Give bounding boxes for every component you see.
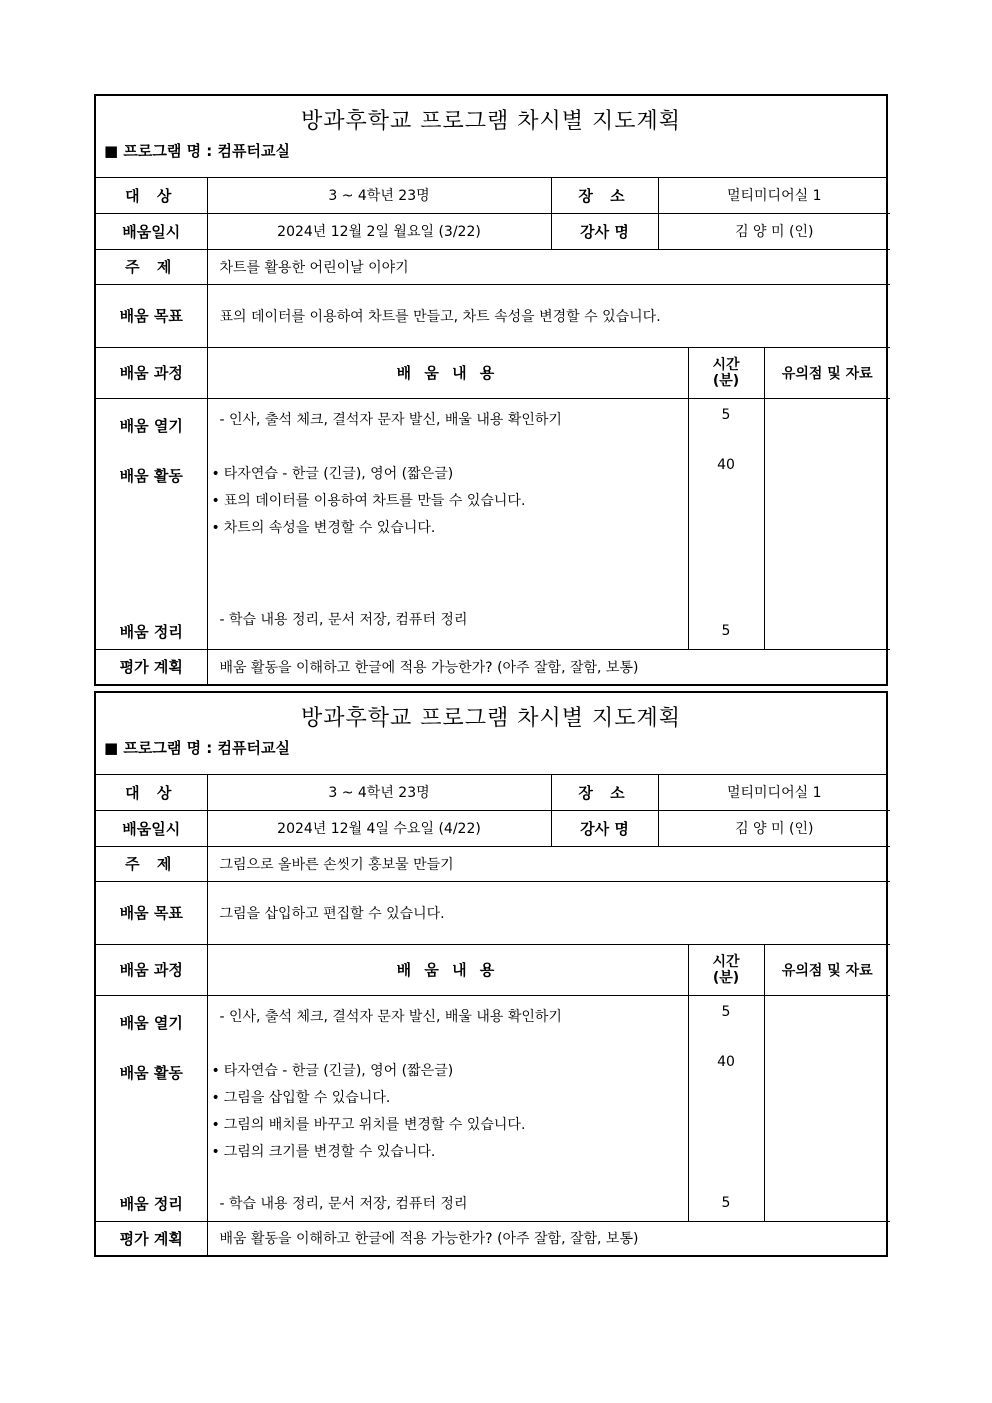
notes-column: [764, 995, 890, 1221]
date-label: 배움일시: [96, 810, 207, 846]
teacher-label: 강사 명: [551, 810, 658, 846]
activity-item: • 그림의 배치를 바꾸고 위치를 변경할 수 있습니다.: [212, 1114, 526, 1134]
notes-header: 유의점 및 자료: [764, 347, 890, 398]
teacher-label: 강사 명: [551, 213, 658, 249]
plan-title: 방과후학교 프로그램 차시별 지도계획: [300, 706, 681, 731]
lesson-plan-2: [94, 691, 888, 1257]
date-label: 배움일시: [96, 213, 207, 249]
activity-item: • 표의 데이터를 이용하여 차트를 만들 수 있습니다.: [212, 490, 526, 510]
open-text: - 인사, 출석 체크, 결석자 문자 발신, 배울 내용 확인하기: [219, 1008, 562, 1025]
time-column: [688, 995, 764, 1221]
close-text: - 학습 내용 정리, 문서 저장, 컴퓨터 정리: [219, 611, 468, 628]
lesson-plan-1: [94, 94, 888, 686]
target-label: 대 상: [96, 178, 207, 213]
activity-item: • 차트의 속성을 변경할 수 있습니다.: [212, 517, 436, 537]
place-label: 장 소: [551, 775, 658, 810]
process-header: 배움 과정: [96, 944, 207, 995]
plan-title: 방과후학교 프로그램 차시별 지도계획: [300, 109, 681, 134]
stage-close: 배움 정리: [119, 1194, 183, 1213]
stage-column: [96, 398, 207, 649]
content-column: [207, 398, 688, 649]
date-value: 2024년 12월 4일 수요일 (4/22): [207, 810, 551, 846]
target-value: 3 ~ 4학년 23명: [207, 178, 551, 213]
plan-table: [96, 775, 890, 1255]
stage-activity: 배움 활동: [119, 1063, 183, 1082]
time-open: 5: [721, 1003, 731, 1020]
place-value: 멀티미디어실 1: [658, 178, 890, 213]
time-header: 시간 (분): [688, 944, 764, 995]
eval-label: 평가 계획: [96, 1221, 207, 1255]
topic-label: 주 제: [96, 846, 207, 881]
teacher-value: 김 양 미 (인): [658, 810, 890, 846]
time-close: 5: [721, 622, 731, 639]
activity-item: • 타자연습 - 한글 (긴글), 영어 (짧은글): [212, 1060, 454, 1080]
notes-column: [764, 398, 890, 649]
target-value: 3 ~ 4학년 23명: [207, 775, 551, 810]
content-header: 배 움 내 용: [207, 347, 688, 398]
topic-value: 차트를 활용한 어린이날 이야기: [207, 249, 890, 284]
topic-label: 주 제: [96, 249, 207, 284]
time-activity: 40: [717, 1053, 735, 1070]
plan-table: [96, 178, 890, 684]
stage-open: 배움 열기: [119, 1013, 183, 1032]
topic-value: 그림으로 올바른 손씻기 홍보물 만들기: [207, 846, 890, 881]
stage-column: [96, 995, 207, 1221]
time-close: 5: [721, 1194, 731, 1211]
eval-value: 배움 활동을 이해하고 한글에 적용 가능한가? (아주 잘함, 잘함, 보통): [207, 649, 890, 684]
goal-label: 배움 목표: [96, 881, 207, 944]
time-open: 5: [721, 406, 731, 423]
close-text: - 학습 내용 정리, 문서 저장, 컴퓨터 정리: [219, 1195, 468, 1212]
place-label: 장 소: [551, 178, 658, 213]
content-header: 배 움 내 용: [207, 944, 688, 995]
stage-close: 배움 정리: [119, 622, 183, 641]
process-header: 배움 과정: [96, 347, 207, 398]
goal-label: 배움 목표: [96, 284, 207, 347]
target-label: 대 상: [96, 775, 207, 810]
program-name: ■ 프로그램 명 : 컴퓨터교실: [96, 735, 886, 775]
open-text: - 인사, 출석 체크, 결석자 문자 발신, 배울 내용 확인하기: [219, 411, 562, 428]
stage-activity: 배움 활동: [119, 466, 183, 485]
activity-item: • 타자연습 - 한글 (긴글), 영어 (짧은글): [212, 463, 454, 483]
activity-item: • 그림을 삽입할 수 있습니다.: [212, 1087, 391, 1107]
teacher-value: 김 양 미 (인): [658, 213, 890, 249]
goal-value: 표의 데이터를 이용하여 차트를 만들고, 차트 속성을 변경할 수 있습니다.: [207, 284, 890, 347]
place-value: 멀티미디어실 1: [658, 775, 890, 810]
notes-header: 유의점 및 자료: [764, 944, 890, 995]
date-value: 2024년 12월 2일 월요일 (3/22): [207, 213, 551, 249]
program-name: ■ 프로그램 명 : 컴퓨터교실: [96, 138, 886, 178]
time-activity: 40: [717, 456, 735, 473]
time-header: 시간 (분): [688, 347, 764, 398]
stage-open: 배움 열기: [119, 416, 183, 435]
content-column: [207, 995, 688, 1221]
eval-label: 평가 계획: [96, 649, 207, 684]
eval-value: 배움 활동을 이해하고 한글에 적용 가능한가? (아주 잘함, 잘함, 보통): [207, 1221, 890, 1255]
goal-value: 그림을 삽입하고 편집할 수 있습니다.: [207, 881, 890, 944]
activity-item: • 그림의 크기를 변경할 수 있습니다.: [212, 1141, 436, 1161]
time-column: [688, 398, 764, 649]
